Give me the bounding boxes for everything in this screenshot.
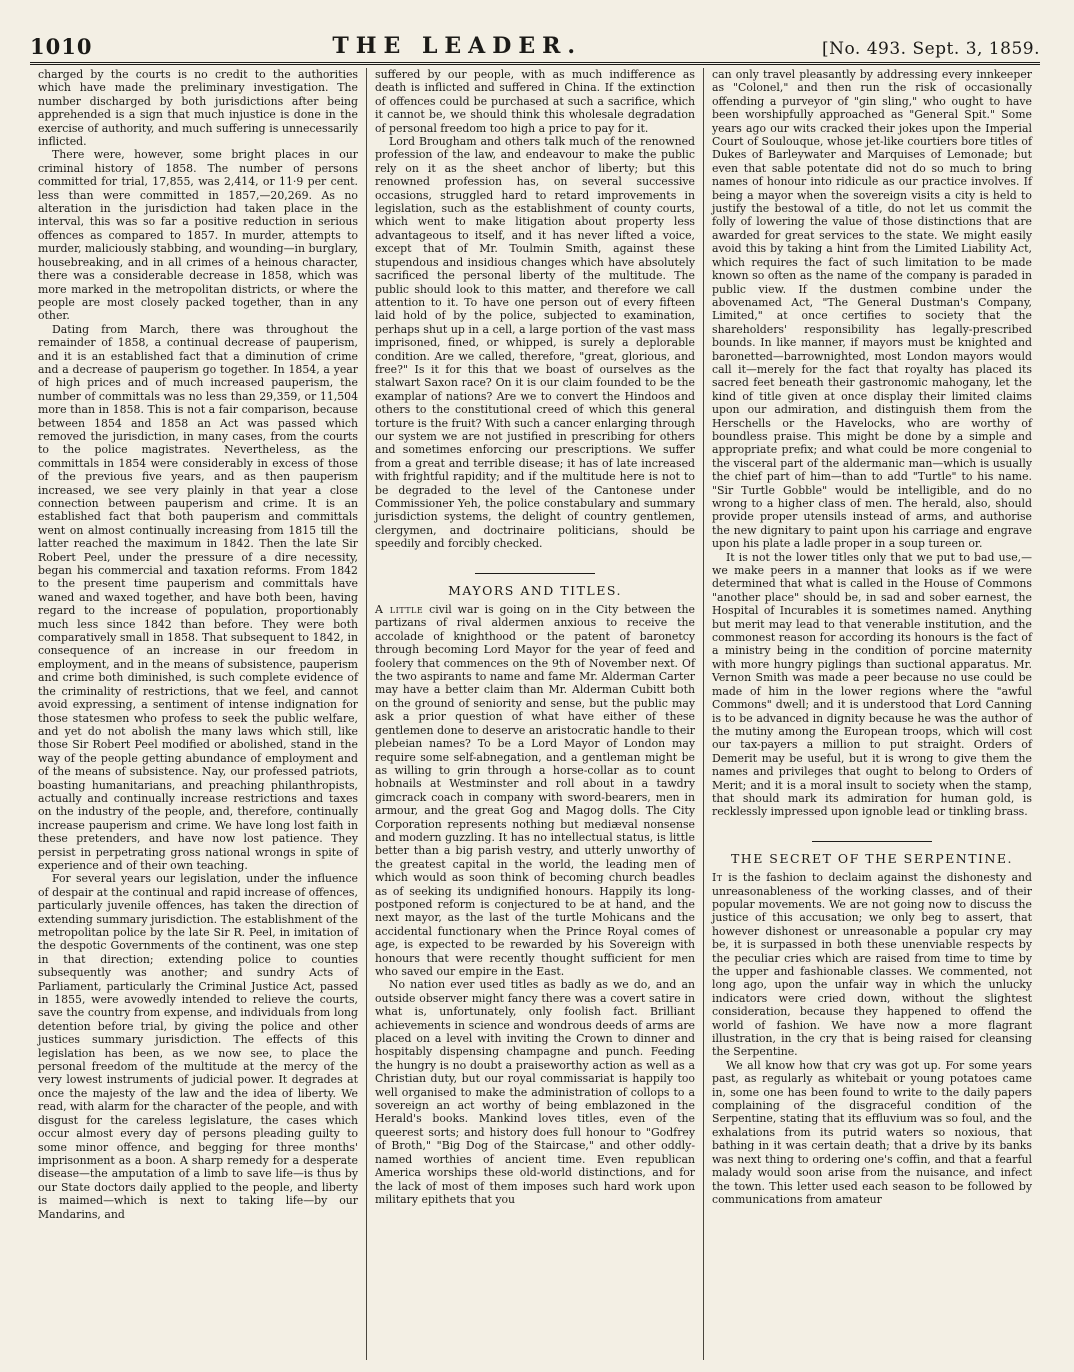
paragraph: Lord Brougham and others talk much of the renowned profession of the law, and endeavour to make the public rely on it as the sheet anchor of liberty; but this renowned profession has, on several successive occasions, struggled hard to retard improvements in legislation, such as the establishment of county courts, which went to make litigation about property less advantageous to itself, and it has never lifted a voice, except that of Mr. Toulmin Smith, against these stupendous and insidious changes which have absolutely sacrificed the personal liberty of the multitude. The public should look to this matter, and therefore we call attention to it. To have one person out of every fifteen laid hold of by the police, subjected to examination, perhaps shut up in a cell, a large portion of the vast mass imprisoned, fined, or whipped, is surely a deplorable condition. Are we called, therefore, "great, glorious, and free?" Is it for this that we boast of ourselves as the stalwart Saxon race? On it is our claim founded to be the examplar of nations? Are we to convert the Hindoos and others to the constitutional creed of which this general torture is the fruit? With such a cancer enlarging through our system we are not justified in prescribing for others and sometimes enforcing our prescriptions. We suffer from a great and terrible disease; it has of late increased with frightful rapidity; and if the multitude here is not to be degraded to the level of the Cantonese under Commissioner Yeh, the police constabulary and summary jurisdiction systems, the delight of country gentlemen, clergymen, and doctrinaire politicians, should be speedily and forcibly checked.	[375, 135, 695, 551]
article-lead-paragraph	[375, 603, 695, 978]
paragraph: We all know how that cry was got up. For some years past, as regularly as whitebait or young potatoes came in, some one has been found to write to the daily papers complaining of the disgraceful condition of the Serpentine, stating that its effluvium was so foul, and the exhalations from its putrid waters so noxious, that bathing in it was certain death; that a drive by its banks was next thing to ordering one's coffin, and that a fearful malady would soon arise from the nuisance, and infect the town. This letter used each season to be followed by communications from amateur	[712, 1058, 1032, 1206]
column-1	[30, 68, 366, 1360]
paragraph: can only travel pleasantly by addressing every innkeeper as "Colonel," and then run the risk of occasionally offending a purveyor of "gin sling," who ought to have been worshipfully approached as "General Spit." Some years ago our wits cracked their jokes upon the Imperial Court of Soulouque, whose jet-like courtiers bore titles of Dukes of Barleywater and Marquises of Lemonade; but even that sable potentate did not do so much to bring names of honour into ridicule as our practice involves. If being a mayor when the sovereign visits a city is held to justify the bestowal of a title, do not let us commit the folly of lowering the value of those distinctions that are awarded for great services to the state. We might easily avoid this by taking a hint from the Limited Liability Act, which requires the fact of such limitation to be made known so often as the name of the company is paraded in public view. If the dustmen combine under the abovenamed Act, "The General Dustman's Company, Limited," at once certifies to society that the shareholders' responsibility has legally-prescribed bounds. In like manner, if mayors must be knighted and baronetted—barrownighted, most London mayors would call it—merely for the fact that royalty has placed its sacred feet beneath their gastronomic mahogany, let the kind of title given at once display their limited claims upon our admiration, and distinguish them from the Herschells or the Havelocks, who are worthy of boundless praise. This might be done by a simple and appropriate prefix; and what could be more congenial to the visceral part of the aldermanic man—which is usually the chief part of him—than to add "Turtle" to his name. "Sir Turtle Gobble" would be intelligible, and do no wrong to a higher class of men. The herald, also, should provide proper utensils instead of arms, and authorise the new dignitary to paint upon his carriage and engrave upon his plate a ladle proper in a soup tureen or.	[712, 68, 1032, 551]
lead-text: civil war is going on in the City between the partizans of rival aldermen anxious to receive the accolade of knighthood or the patent of baronetcy through becoming Lord Mayor for the year of feed and foolery that commences on the 9th of November next. Of the two aspirants to name and fame Mr. Alderman Carter may have a better claim than Mr. Alderman Cubitt both on the ground of seniority and sense, but the public may ask a prior question of what have either of these gentlemen done to deserve an aristocratic handle to their plebeian names? To be a Lord Mayor of London may require some self-abnegation, and a gentleman might be as willing to grin through a horse-collar as to count hobnails at Westminster and roll about in a tawdry gimcrack coach in company with sword-bearers, men in armour, and the great Gog and Magog dolls. The City Corporation represents nothing but mediæval nonsense and modern guzzling. It has no intellectual status, is little better than a big parish vestry, and utterly unworthy of the greatest capital in the world, the leading men of which would as soon think of becoming church beadles as of seeking its undignified honours. Happily its long-postponed reform is conjectured to be at hand, and the next mayor, as the last of the turtle Mohicans and the accidental functionary when the Prince Royal comes of age, is expected to be rewarded by his Sovereign with honours that were recently thought sufficient for men who saved our empire in the East.	[375, 603, 695, 978]
section-divider	[812, 841, 932, 842]
article-headline-secret-of-serpentine: THE SECRET OF THE SERPENTINE.	[730, 850, 1014, 866]
newspaper-title: THE LEADER.	[332, 33, 583, 59]
lead-caps: It	[712, 871, 723, 885]
paragraph: No nation ever used titles as badly as we do, and an outside observer might fancy there was a covert satire in what is, unfortunately, only foolish fact. Brilliant achievements in science and wondrous deeds of arms are placed on a level with inviting the Crown to dinner and hospitably dispensing champagne and punch. Feeding the hungry is no doubt a praiseworthy action as well as a Christian duty, but our royal commissariat is happily too well organised to make the administration of collops to a sovereign an act worthy of being emblazoned in the Herald's books. Mankind loves titles, even of the queerest sorts; and history does full honour to "Godfrey of Broth," "Big Dog of the Staircase," and other oddly-named worthies of ancient time. Even republican America worships these old-world distinctions, and for the lack of most of them imposes such hard work upon military epithets that you	[375, 978, 695, 1206]
column-3	[703, 68, 1040, 1360]
columns	[30, 68, 1040, 1360]
article-lead-paragraph	[712, 871, 1032, 1059]
paragraph: Dating from March, there was throughout the remainder of 1858, a continual decrease of pauperism, and it is an established fact that a diminution of crime and a decrease of pauperism go together. In 1854, a year of high prices and of much increased pauperism, the number of committals was no less than 29,359, or 11,504 more than in 1858. This is not a fair comparison, because between 1854 and 1858 an Act was passed which removed the jurisdiction, in many cases, from the courts to the police magistrates. Nevertheless, as the committals in 1854 were considerably in excess of those of the previous five years, and as then pauperism increased, we see very plainly in that year a close connection between pauperism and crime. It is an established fact that both pauperism and committals went on almost continually increasing from 1815 till the latter reached the maximum in 1842. Then the late Sir Robert Peel, under the pressure of a dire necessity, began his commercial and taxation reforms. From 1842 to the present time pauperism and committals have waned and waxed together, and have both been, having regard to the increase of population, proportionably much less since 1842 than before. They were both comparatively small in 1858. That subsequent to 1842, in consequence of an increase in our freedom in employment, and in the means of subsistence, pauperism and crime both diminished, is such complete evidence of the criminality of restrictions, that we feel, and cannot avoid expressing, a sentiment of intense indignation for those statesmen who profess to seek the public welfare, and yet do not abolish the many laws which still, like those Sir Robert Peel modified or abolished, stand in the way of the people getting abundance of employment and of the means of subsistence. Nay, our professed patriots, boasting humanitarians, and preaching philanthropists, actually and continually increase restrictions and taxes on the industry of the people, and, therefore, continually increase pauperism and crime. We have long lost faith in these pretenders, and have now lost patience. They persist in perpetrating gross national wrongs in spite of experience and of their own teaching.	[38, 322, 358, 872]
lead-caps: A little	[375, 603, 424, 617]
paragraph: suffered by our people, with as much indifference as death is inflicted and suffered in China. If the extinction of offences could be purchased at such a sacrifice, which it cannot be, we should think this wholesale degradation of personal freedom too high a price to pay for it.	[375, 68, 695, 135]
paragraph: It is not the lower titles only that we put to bad use,—we make peers in a manner that looks as if we were determined that what is called in the House of Commons "another place" should be, in sad and sober earnest, the Hospital of Incurables it is sometimes named. Anything but merit may lead to that venerable institution, and the commonest reason for according its honours is the fact of a ministry being in the condition of porcine maternity with more hungry piglings than suctional apparatus. Mr. Vernon Smith was made a peer because no use could be made of him in the lower regions where the "awful Commons" dwell; and it is understood that Lord Canning is to be advanced in dignity because he was the author of the mutiny among the European troops, which will cost our tax-payers a million to put straight. Orders of Demerit may be useful, but it is wrong to give them the names and privileges that ought to belong to Orders of Merit; and it is a moral insult to society when the stamp, that should mark its admiration for human gold, is recklessly impressed upon ignoble lead or tinkling brass.	[712, 550, 1032, 819]
paragraph: For several years our legislation, under the influence of despair at the continual and rapid increase of offences, particularly juvenile offences, has taken the direction of extending summary jurisdiction. The establishment of the metropolitan police by the late Sir R. Peel, in imitation of the despotic Governments of the continent, was one step in that direction; extending police to counties subsequently was another; and sundry Acts of Parliament, particularly the Criminal Justice Act, passed in 1855, were avowedly intended to relieve the courts, save the country from expense, and individuals from long detention before trial, by giving the police and other justices summary jurisdiction. The effects of this legislation has been, as we now see, to place the personal freedom of the multitude at the mercy of the very lowest instruments of judicial power. It degrades at once the majesty of the law and the idea of liberty. We read, with alarm for the character of the people, and with disgust for the careless legislature, the cases which occur almost every day of persons pleading guilty to some minor offence, and begging for three months' imprisonment as a boon. A sharp remedy for a desperate disease—the amputation of a limb to save life—is thus by our State doctors daily applied to the people, and liberty is maimed—which is next to taking life—by our Mandarins, and	[38, 872, 358, 1221]
lead-text: is the fashion to declaim against the dishonesty and unreasonableness of the working classes, and of their popular movements. We are not going now to discuss the justice of this accusation; we only beg to assert, that however dishonest or unreasonable a popular cry may be, it is surpassed in both these unenviable respects by the peculiar cries which are raised from time to time by the upper and fashionable classes. We commented, not long ago, upon the unfair way in which the unlucky indicators were cried down, without the slightest consideration, because they happened to offend the world of fashion. We have now a more flagrant illustration, in the cry that is being raised for cleansing the Serpentine.	[712, 871, 1032, 1059]
column-2	[366, 68, 703, 1360]
page-number: 1010	[30, 34, 93, 59]
section-divider	[475, 573, 595, 574]
issue-date: [No. 493. Sept. 3, 1859.	[821, 39, 1040, 59]
paragraph: charged by the courts is no credit to the authorities which have made the preliminary investigation. The number discharged by both jurisdictions after being apprehended is a sign that much injustice is done in the exercise of authority, and much suffering is unnecessarily inflicted.	[38, 68, 358, 149]
paragraph: There were, however, some bright places in our criminal history of 1858. The number of persons committed for trial, 17,855, was 2,414, or 11·9 per cent. less than were committed in 1857,—20,269. As no alteration in the jurisdiction had taken place in the interval, this was so far a positive reduction in serious offences as compared to 1857. In murder, attempts to murder, maliciously stabbing, and wounding—in burglary, housebreaking, and in all crimes of a heinous character, there was a considerable decrease in 1858, which was more marked in the metropolitan districts, or where the people are most closely packed together, than in any other.	[38, 148, 358, 323]
masthead	[30, 28, 1040, 65]
article-headline-mayors-and-titles: MAYORS AND TITLES.	[448, 582, 622, 598]
